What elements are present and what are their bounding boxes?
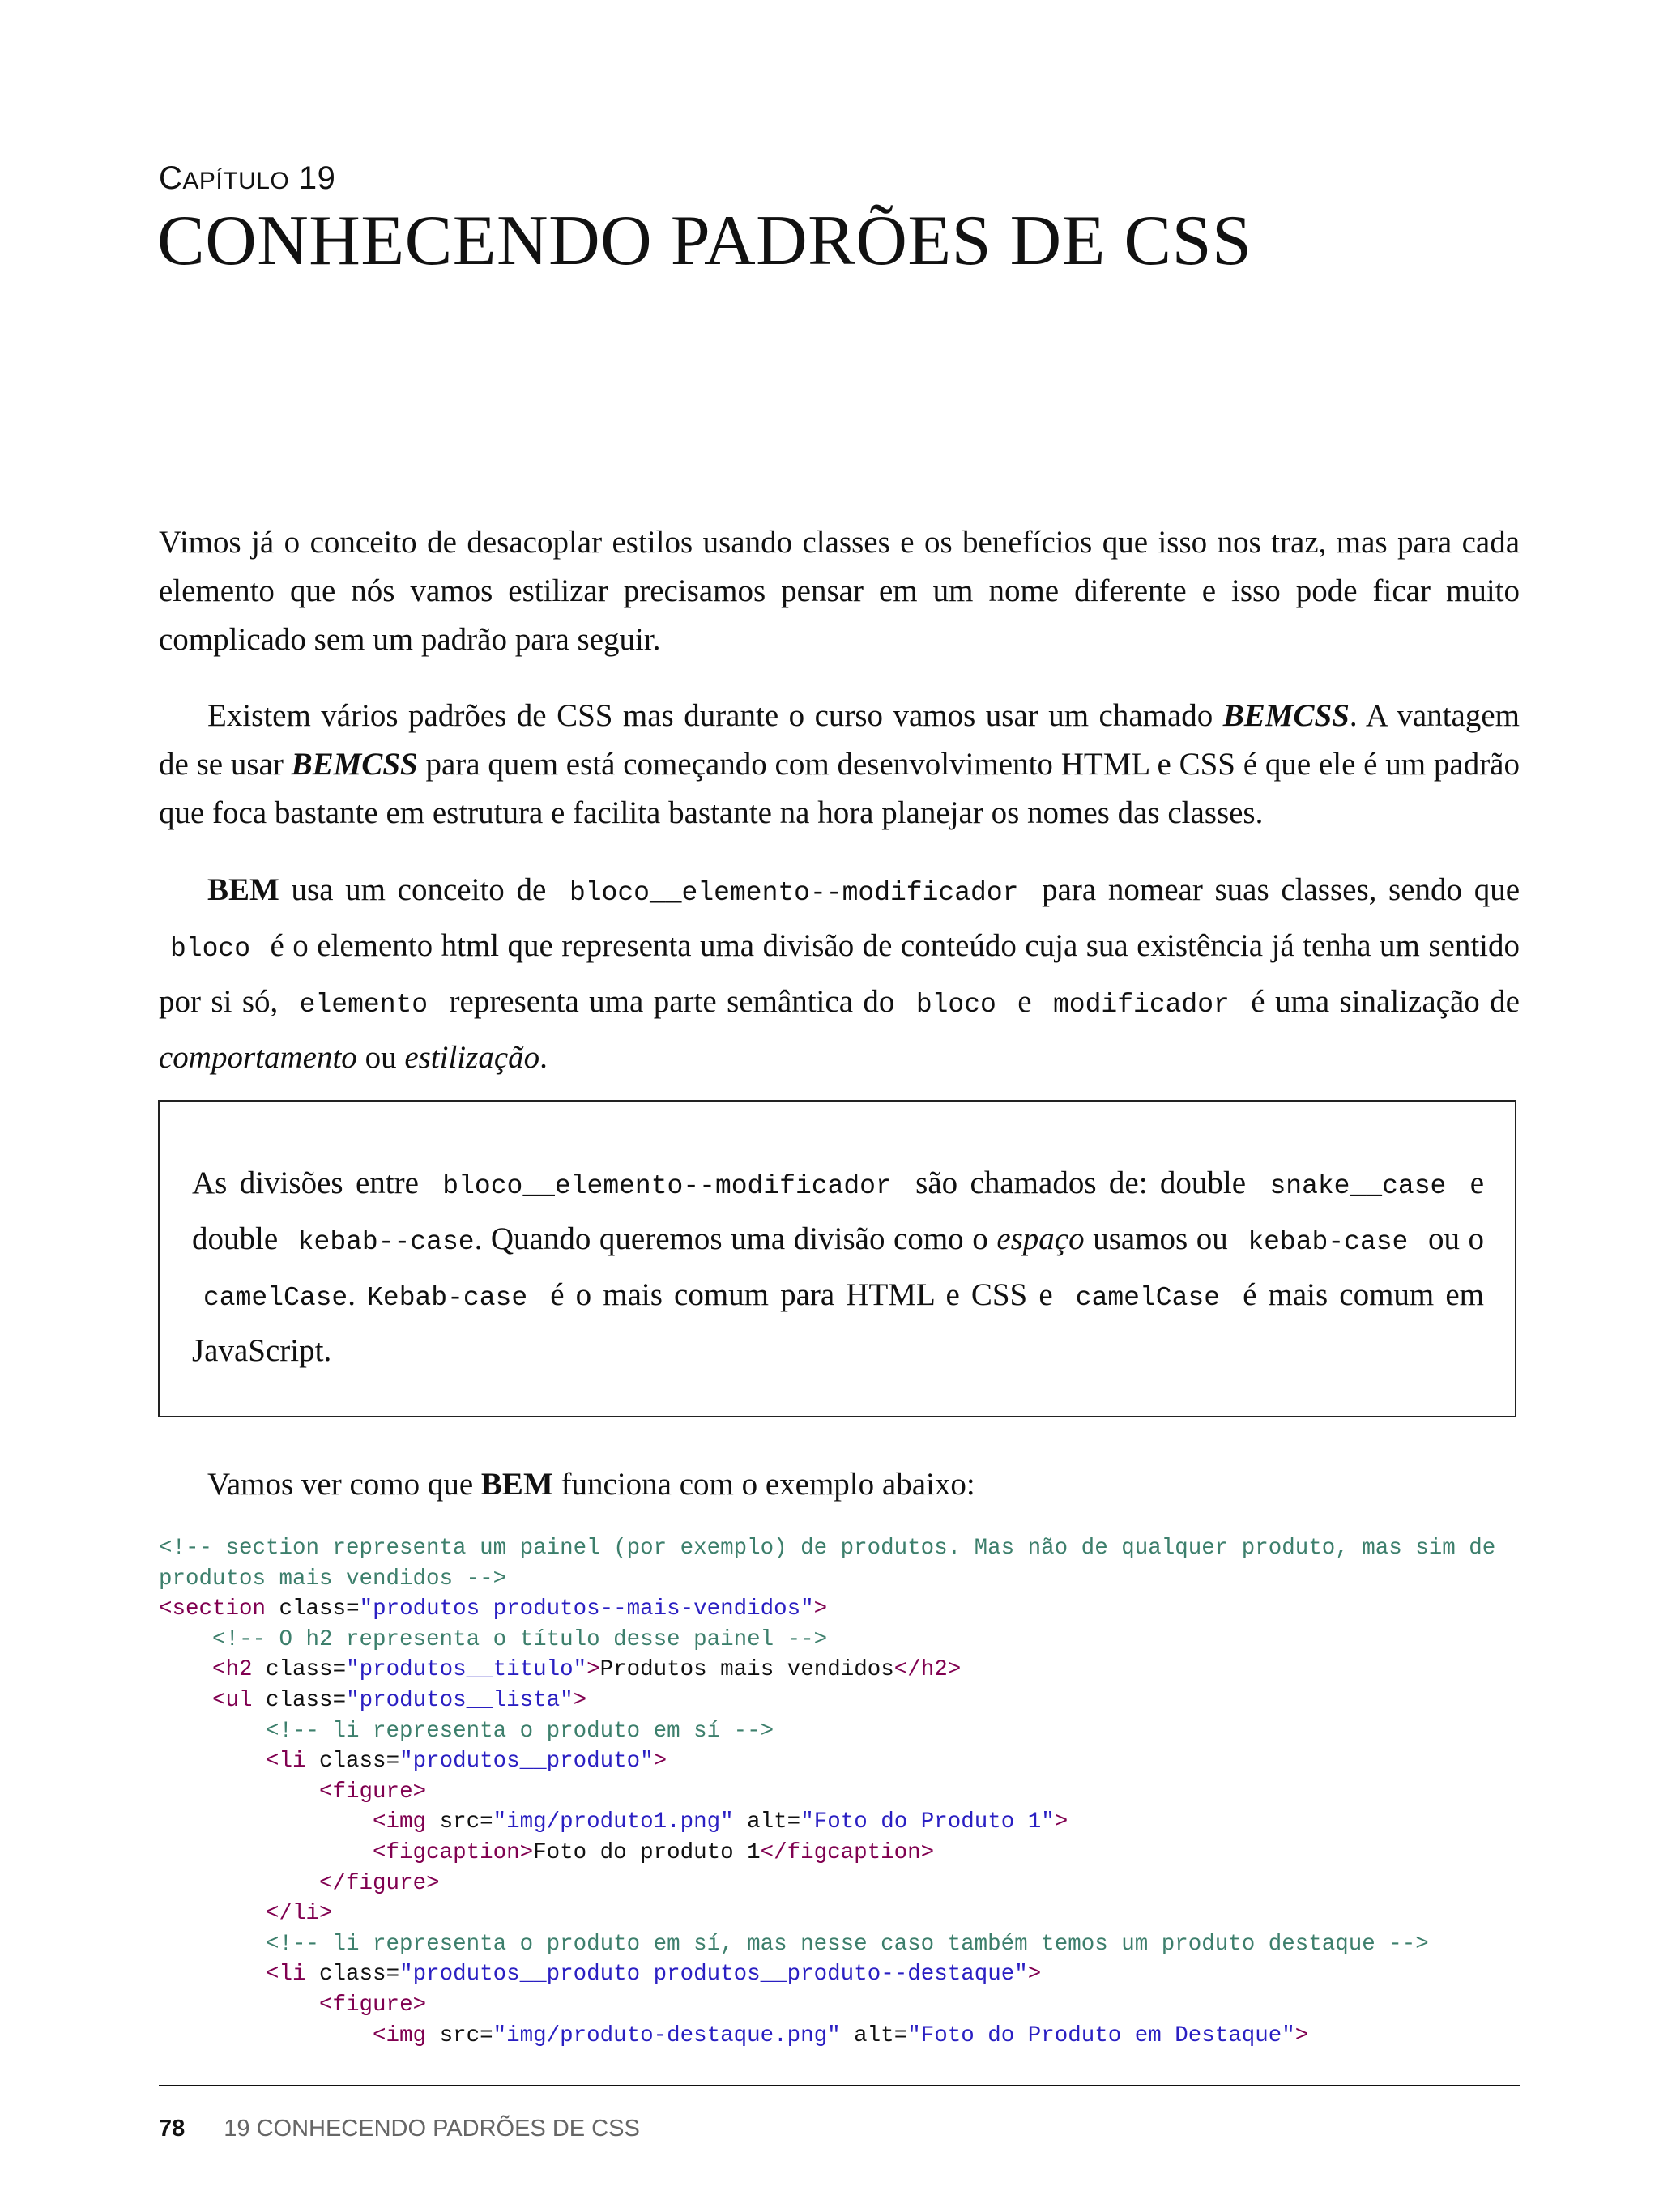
code-token-val: "produtos produtos--mais-vendidos" — [359, 1596, 814, 1622]
code-line — [159, 1838, 1528, 1869]
callout-code-kebab-case: kebab-case — [1247, 1227, 1409, 1257]
running-title: 19 CONHECENDO PADRÕES DE CSS — [224, 2116, 640, 2142]
code-token-txt — [159, 1871, 319, 1896]
code-token-attr: class — [266, 1596, 347, 1622]
callout-code-camelcase: camelCase — [203, 1283, 348, 1313]
code-token-val: "img/produto1.png" — [493, 1809, 734, 1835]
p2-text-a: Existem vários padrões de CSS mas durante o curso vamos usar um chamado — [207, 698, 1223, 733]
code-token-txt — [159, 1809, 373, 1835]
callout-text-m: . — [348, 1277, 368, 1312]
callout-text-i: usamos ou — [1084, 1221, 1237, 1256]
code-line — [159, 1807, 1528, 1838]
code-line — [159, 1686, 1528, 1716]
code-token-tag: <figcaption> — [373, 1839, 534, 1865]
callout-code-kebab-double: kebab--case — [297, 1227, 475, 1257]
code-line — [159, 1869, 1528, 1899]
code-line — [159, 2021, 1528, 2052]
paragraph-2 — [159, 692, 1520, 837]
example-intro — [207, 1460, 975, 1509]
code-line — [159, 1899, 1528, 1929]
code-token-tag: </figcaption> — [760, 1839, 935, 1865]
code-token-txt: = — [346, 1596, 360, 1622]
p3-code-bloco: bloco — [170, 934, 251, 964]
code-token-attr: class — [252, 1657, 333, 1683]
intro-text-c: funciona com o exemplo abaixo: — [552, 1467, 975, 1502]
code-example-block — [159, 1533, 1528, 2051]
code-token-com: <!-- li representa o produto em sí --> — [266, 1718, 774, 1744]
code-token-val: "produtos__lista" — [346, 1687, 574, 1713]
code-line — [159, 1655, 1528, 1686]
callout-text-g: . Quando queremos uma divisão como o — [474, 1221, 997, 1256]
code-token-tag: <figure> — [319, 1779, 427, 1805]
code-line — [159, 1533, 1528, 1564]
code-token-tag: <ul — [212, 1687, 253, 1713]
code-token-tag: </h2> — [893, 1657, 962, 1683]
chapter-label-rest: APÍTULO — [182, 168, 290, 194]
code-token-txt: = — [787, 1809, 801, 1835]
p3-text-b: usa um conceito de — [279, 872, 558, 907]
code-token-tag: </li> — [266, 1901, 333, 1927]
code-token-txt — [159, 1779, 319, 1805]
code-token-txt: = — [386, 1962, 400, 1988]
code-token-attr: alt — [840, 2022, 894, 2048]
code-token-txt: = — [332, 1687, 347, 1713]
code-token-tag: <img — [373, 1809, 427, 1835]
callout-code-kebab-case-cap: Kebab-case — [367, 1283, 528, 1313]
code-token-val: "Foto do Produto em Destaque" — [907, 2022, 1295, 2048]
code-token-val: "produtos__titulo" — [346, 1657, 587, 1683]
code-token-val: "produtos__produto produtos__produto--destaque" — [399, 1962, 1028, 1988]
code-line — [159, 1746, 1528, 1777]
p2-bemcss-1: BEMCSS — [1222, 698, 1350, 733]
callout-code-snake-case: snake__case — [1269, 1171, 1447, 1201]
paragraph-3 — [159, 863, 1520, 1084]
code-token-txt — [159, 1901, 266, 1926]
p3-code-bem-pattern: bloco__elemento--modificador — [569, 878, 1019, 908]
code-line — [159, 1594, 1528, 1625]
code-token-tag: <li — [266, 1749, 306, 1775]
code-token-com: <!-- O h2 representa o título desse painel --> — [212, 1626, 828, 1652]
code-token-val: "img/produto-destaque.png" — [493, 2022, 841, 2048]
callout-text-a: As divisões entre — [192, 1166, 432, 1200]
code-token-attr: class — [252, 1687, 333, 1713]
code-line — [159, 1929, 1528, 1960]
p3-text-n: ou — [356, 1040, 405, 1075]
paragraph-1 — [159, 518, 1520, 664]
p3-text-j: e — [1007, 984, 1042, 1019]
callout-text-o: é o mais comum para HTML e CSS e — [539, 1277, 1064, 1312]
code-line — [159, 1777, 1528, 1808]
chapter-title: CONHECENDO PADRÕES DE CSS — [157, 202, 1252, 280]
code-token-tag: > — [586, 1657, 600, 1683]
p3-code-elemento: elemento — [299, 990, 429, 1020]
code-token-txt: = — [480, 2022, 493, 2048]
paragraph-3-text — [159, 863, 1520, 1084]
p2-bemcss-2: BEMCSS — [291, 747, 418, 782]
p3-text-l: é uma sinalização de — [1240, 984, 1520, 1019]
code-token-txt — [159, 1688, 212, 1713]
callout-espaco: espaço — [996, 1221, 1085, 1256]
code-token-txt: = — [386, 1749, 400, 1775]
code-line — [159, 1716, 1528, 1747]
code-token-txt: Foto do produto 1 — [533, 1839, 761, 1865]
note-callout-box — [158, 1100, 1516, 1417]
code-token-txt — [159, 1932, 266, 1957]
code-token-tag: <section — [159, 1596, 267, 1622]
chapter-number: 19 — [298, 160, 336, 196]
code-token-val: "Foto do Produto 1" — [800, 1809, 1055, 1835]
p3-comportamento: comportamento — [159, 1040, 357, 1075]
p3-estilizacao: estilização — [404, 1040, 540, 1075]
callout-code-bem-pattern: bloco__elemento--modificador — [442, 1171, 892, 1201]
p3-code-bloco-2: bloco — [915, 990, 996, 1020]
p3-text-f: é o elemento html que representa uma divisão de conteúdo cuja sua existência já tenha um sentido por si só, — [159, 928, 1520, 1019]
callout-text-e: e double — [192, 1166, 1485, 1256]
code-token-txt: = — [893, 2022, 908, 2048]
code-token-tag: <img — [373, 2022, 427, 2048]
code-line — [159, 1625, 1528, 1656]
callout-text-c: são chamados de: double — [902, 1166, 1259, 1200]
code-token-txt: = — [480, 1809, 493, 1835]
intro-text-a: Vamos ver como que — [207, 1467, 481, 1502]
code-token-tag: > — [573, 1687, 587, 1713]
code-token-tag: <h2 — [212, 1657, 253, 1683]
code-token-tag: > — [1054, 1809, 1068, 1835]
chapter-label — [159, 160, 335, 197]
callout-text-q: é mais comum em JavaScript. — [192, 1277, 1484, 1368]
code-token-com: <!-- li representa o produto em sí, mas nesse caso também temos um produto destaque --> — [266, 1931, 1429, 1957]
code-token-txt — [159, 1657, 212, 1682]
code-token-tag: > — [1294, 2022, 1309, 2048]
code-token-txt — [159, 1993, 319, 2018]
code-token-txt: = — [332, 1657, 347, 1683]
code-token-txt — [159, 1749, 266, 1774]
code-token-com: produtos mais vendidos --> — [159, 1566, 507, 1592]
code-token-tag: <li — [266, 1962, 306, 1988]
code-token-com: <!-- section representa um painel (por exemplo) de produtos. Mas não de qualquer produto, mas sim de — [159, 1536, 1496, 1561]
code-token-attr: class — [305, 1962, 386, 1988]
code-token-tag: > — [1027, 1962, 1042, 1988]
p3-code-modificador: modificador — [1053, 990, 1230, 1020]
code-token-tag: > — [813, 1596, 828, 1622]
code-token-txt — [159, 1962, 266, 1987]
code-token-tag: > — [653, 1749, 667, 1775]
code-token-attr: src — [426, 1809, 480, 1835]
code-token-tag: </figure> — [319, 1870, 440, 1896]
p3-text-h: representa uma parte semântica do — [439, 984, 905, 1019]
p2-text-c: . A vantagem de se usar — [159, 698, 1520, 782]
code-line — [159, 1564, 1528, 1595]
footer-divider — [159, 2085, 1520, 2086]
intro-bem: BEM — [480, 1467, 553, 1502]
chapter-label-initial: C — [159, 160, 183, 196]
p2-text-e: para quem está começando com desenvolvimento HTML e CSS é que ele é um padrão que foca bastante em estrutura e facilita bastante na hora planejar os nomes das classes. — [159, 747, 1520, 830]
code-token-attr: src — [426, 2022, 480, 2048]
page-number: 78 — [159, 2116, 186, 2142]
code-token-tag: <figure> — [319, 1992, 427, 2018]
code-token-txt — [159, 1719, 266, 1744]
code-token-attr: alt — [733, 1809, 787, 1835]
code-token-txt: Produtos mais vendidos — [599, 1657, 894, 1683]
code-token-attr: class — [305, 1749, 386, 1775]
paragraph-1-text: Vimos já o conceito de desacoplar estilos usando classes e os benefícios que isso nos traz, mas para cada elemento que nós vamos estilizar precisamos pensar em um nome diferente e isso pode ficar muito complicado sem um padrão para seguir. — [159, 525, 1520, 657]
callout-paragraph — [192, 1157, 1484, 1377]
code-token-val: "produtos__produto" — [399, 1749, 654, 1775]
p3-bem: BEM — [207, 872, 279, 907]
paragraph-2-text — [159, 692, 1520, 837]
callout-text — [192, 1157, 1484, 1377]
callout-text-k: ou o — [1419, 1221, 1485, 1256]
code-token-txt — [159, 1627, 212, 1652]
callout-code-camelcase-2: camelCase — [1075, 1283, 1220, 1313]
code-token-txt — [159, 2023, 373, 2048]
page-footer — [159, 2116, 640, 2142]
code-line — [159, 1959, 1528, 1990]
p3-text-p: . — [539, 1040, 548, 1075]
p3-text-d: para nomear suas classes, sendo que — [1030, 872, 1520, 907]
code-line — [159, 1990, 1528, 2021]
code-token-txt — [159, 1840, 373, 1865]
